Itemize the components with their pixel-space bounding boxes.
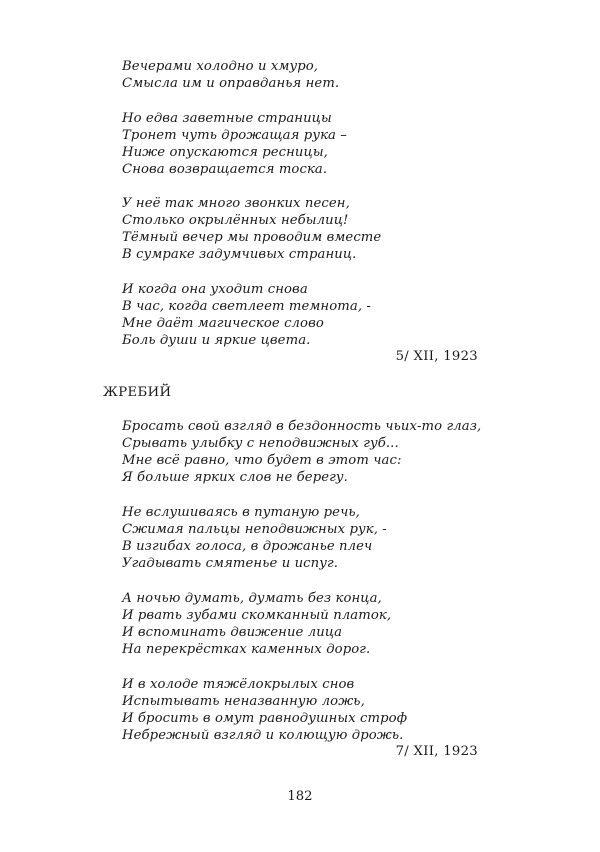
poem1-line: У неё так много звонких песен, [122,196,350,211]
poem2-line: И бросить в омут равнодушных строф [122,711,408,726]
poem1-line: Столько окрылённых небылиц! [122,213,349,228]
poem2-line: И в холоде тяжёлокрылых снов [122,677,355,692]
poem1-date: 5/ XII, 1923 [395,349,478,364]
poem1-line: Вечерами холодно и хмуро, [122,59,319,74]
poem2-line: Бросать свой взгляд в бездонность чьих-то глаз, [122,419,482,434]
poem1-line: В час, когда светлеет темнота, - [122,299,371,314]
poem2-line: Я больше ярких слов не берегу. [122,470,348,485]
poem2-line: Испытывать неназванную ложь, [122,694,365,709]
poem1-line: И когда она уходит снова [122,282,308,297]
poem2-line: На перекрёстках каменных дорог. [122,642,371,657]
poem2-line: В изгибах голоса, в дрожанье плеч [122,539,373,554]
poem2-line: А ночью думать, думать без конца, [122,591,382,606]
poem1-line: Тёмный вечер мы проводим вместе [122,230,382,245]
poem1-line: Боль души и яркие цвета. [122,333,311,348]
poem2-line: И вспоминать движение лица [122,625,343,640]
poem1-line: Смысла им и оправданья нет. [122,76,340,91]
page-number: 182 [287,789,313,804]
poem1-line: Мне даёт магическое слово [122,316,324,331]
poem2-date: 7/ XII, 1923 [395,744,478,759]
poem2-title: ЖРЕБИЙ [103,385,172,400]
poem2-line: Сжимая пальцы неподвижных рук, - [122,522,387,537]
poem2-line: Мне всё равно, что будет в этот час: [122,453,402,468]
poem2-line: Угадывать смятенье и испуг. [122,556,339,571]
poem1-line: Ниже опускаются ресницы, [122,145,328,160]
poem2-line: Не вслушиваясь в путаную речь, [122,505,360,520]
poem2-line: Срывать улыбку с неподвижных губ... [122,436,399,451]
poem1-line: Тронет чуть дрожащая рука – [122,128,347,143]
poem1-line: Но едва заветные страницы [122,111,332,126]
poem2-line: И рвать зубами скомканный платок, [122,608,392,623]
poem1-line: Снова возвращается тоска. [122,162,328,177]
poem2-line: Небрежный взгляд и колющую дрожь. [122,728,404,743]
poem1-line: В сумраке задумчивых страниц. [122,247,357,262]
